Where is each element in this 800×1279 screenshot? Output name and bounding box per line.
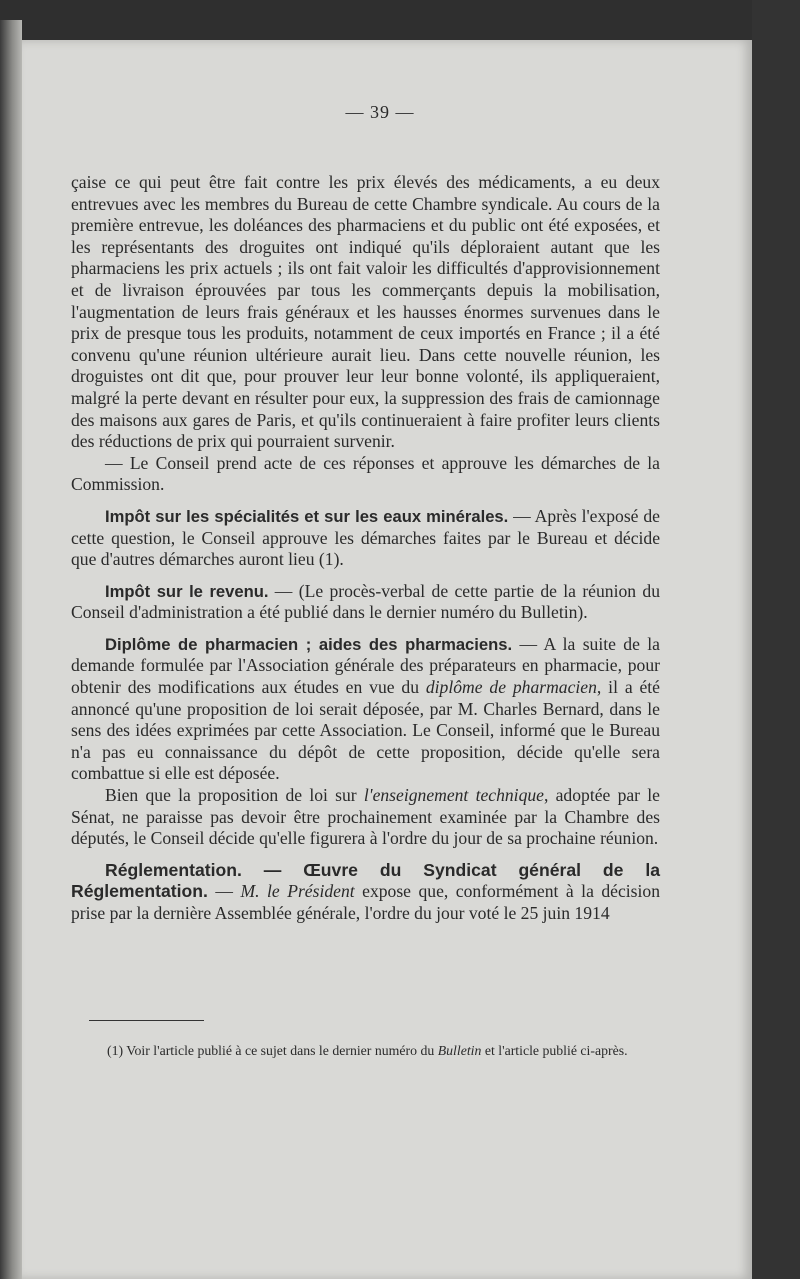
footnote-text-a: (1) Voir l'article publié à ce sujet dans le dernier numéro du bbox=[107, 1043, 438, 1058]
scan-background-top bbox=[0, 0, 800, 40]
section-reglementation bbox=[71, 860, 660, 925]
section-impot-specialites bbox=[71, 506, 660, 571]
text-diplome-italic: diplôme de pharmacien bbox=[425, 677, 597, 698]
footnote-rule bbox=[89, 1020, 204, 1021]
footnote-text-b: et l'article publié ci-après. bbox=[481, 1043, 628, 1058]
heading-diplome: Diplôme de pharmacien ; aides des pharmaciens. bbox=[105, 634, 513, 654]
text-enseignement-b: , adoptée par le Sénat, ne paraisse pas devoir être prochainement examinée par la Chambre des députés, le Conseil décide qu'elle figurera à l'ordre du jour de sa prochaine réunion. bbox=[71, 785, 660, 849]
footnote bbox=[89, 1041, 660, 1061]
book-spine-edge bbox=[0, 20, 22, 1279]
section-impot-revenu bbox=[71, 581, 660, 624]
text-reglementation-italic: M. le Président bbox=[240, 881, 355, 902]
footnote-italic: Bulletin bbox=[437, 1043, 482, 1058]
text-impot-revenu: — (Le procès-verbal de cette partie de la réunion du Conseil d'administration a été publié dans le dernier numéro du Bulletin). bbox=[71, 580, 660, 623]
text-enseignement-italic: l'enseignement technique bbox=[363, 785, 544, 806]
heading-impot-specialites: Impôt sur les spécialités et sur les eaux minérales. bbox=[105, 506, 509, 526]
footnote-text bbox=[89, 1041, 660, 1061]
page-number: — 39 — bbox=[345, 102, 415, 122]
text-enseignement-a: Bien que la proposition de loi sur bbox=[105, 785, 364, 806]
text-diplome-b: , il a été annoncé qu'une proposition de loi serait déposée, par M. Charles Bernard, dans le sens des idées exprimées par cette Association. Le Conseil, informé que le Bureau n'a pas eu connaissance du dépôt de cette proposition, décide qu'elle sera combattue si elle est déposée. bbox=[71, 677, 660, 784]
text-reglementation-a: — bbox=[207, 881, 241, 902]
paragraph-enseignement-technique bbox=[71, 785, 660, 850]
scan-background-right bbox=[752, 0, 800, 1279]
heading-reglementation: Réglementation. — Œuvre du Syndicat général de la Réglementation. bbox=[71, 859, 660, 902]
heading-impot-revenu: Impôt sur le revenu. bbox=[105, 581, 269, 601]
section-diplome bbox=[71, 634, 660, 785]
text-reglementation-b: expose que, conformément à la décision prise par la dernière Assemblée générale, l'ordre du jour voté le 25 juin 1914 bbox=[71, 881, 661, 923]
paragraph-conseil-acte: — Le Conseil prend acte de ces réponses et approuve les démarches de la Commission. bbox=[71, 452, 660, 495]
text-impot-specialites: — Après l'exposé de cette question, le Conseil approuve les démarches faites par le Bureau et décide que d'autres démarches auront lieu (1). bbox=[71, 505, 660, 570]
page-body bbox=[71, 172, 660, 925]
paragraph-droguistes: çaise ce qui peut être fait contre les prix élevés des médicaments, a eu deux entrevues avec les membres du Bureau de cette Chambre syndicale. Au cours de la première entrevue, les doléances des pharmaciens et du public ont été exposées, et les représentants des droguites ont indiqué qu'ils déploraient autant que les pharmaciens les prix actuels ; ils ont fait valoir les difficultés d'approvisionnement et de livraison éprouvées par tous les commerçants depuis la mobilisation, l'augmentation de leurs frais généraux et les hausses énormes survenues dans le prix de presque tous les produits, notamment de ceux importés en France ; il a été convenu qu'une réunion ultérieure aurait lieu. Dans cette nouvelle réunion, les droguistes ont dit que, pour prouver leur leur bonne volonté, ils appliqueraient, malgré la perte devant en résulter pour eux, la suppression des frais de camionnage des maisons aux gares de Paris, et qu'ils continueraient à faire profiter leurs clients des réductions de prix qui pourraient survenir. bbox=[71, 172, 660, 452]
text-diplome-a: — A la suite de la demande formulée par l'Association générale des préparateurs en pharmacie, pour obtenir des modifications aux études en vue du bbox=[71, 633, 660, 698]
